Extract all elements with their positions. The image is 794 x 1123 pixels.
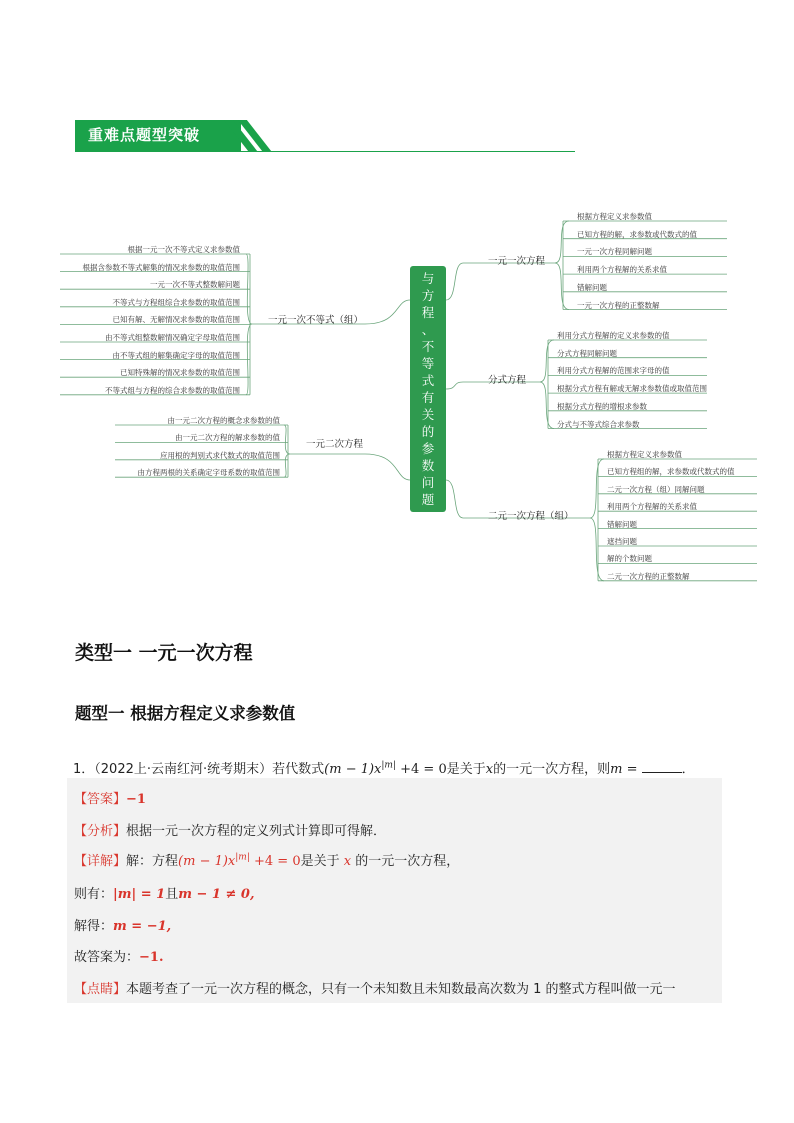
branch-2-item: 二元一次方程（组）同解问题 <box>607 484 705 494</box>
comment-tag: 【点睛】 <box>74 982 127 997</box>
problem-exponent: |m| <box>381 760 396 771</box>
branch-2-item: 遮挡问题 <box>607 537 637 546</box>
branch-2-item: 二元一次方程的正整数解 <box>607 571 690 581</box>
center-char: 不 <box>421 339 435 354</box>
condition-math-1: |m| = 1 <box>113 887 166 902</box>
detail-tag: 【详解】 <box>74 854 127 869</box>
branch-1-item: 根据分式方程有解或无解求参数值或取值范围 <box>557 384 707 394</box>
detail-text-a: 解：方程 <box>126 854 179 869</box>
problem-equals: +4 = 0 <box>396 762 447 777</box>
problem-expression: (m − 1)x <box>324 762 382 777</box>
branch-0-item: 已知方程的解，求参数或代数式的值 <box>577 229 697 239</box>
condition-line <box>74 883 255 902</box>
problem-text-d: 的一元一次方程，则 <box>493 762 611 777</box>
left-branch-0-item: 根据一元一次不等式定义求参数值 <box>127 245 240 254</box>
detail-text-c: 是关于 <box>300 854 344 869</box>
answer-blank[interactable] <box>642 760 682 773</box>
branch-0-item: 根据方程定义求参数值 <box>577 212 652 221</box>
branch-2-item: 根据方程定义求参数值 <box>607 450 682 459</box>
left-branch-0-label: 一元一次不等式（组） <box>268 315 364 326</box>
branch-1-item: 利用分式方程解的定义求参数的值 <box>557 331 670 340</box>
center-char: 式 <box>421 373 435 388</box>
problem-text-a: 若代数式 <box>272 762 325 777</box>
center-char: 等 <box>421 356 435 371</box>
left-branch-0-item: 一元一次不等式整数解问题 <box>150 280 240 290</box>
center-char: 关 <box>421 407 435 422</box>
problem-ask: m = <box>610 762 642 777</box>
center-char: 有 <box>421 390 435 405</box>
left-branch-1-label: 一元二次方程 <box>306 439 364 450</box>
branch-2-item: 利用两个方程解的关系求值 <box>607 502 697 512</box>
left-branch-0-item: 由不等式组整数解情况确定字母取值范围 <box>105 333 240 342</box>
type-heading: 类型一 一元一次方程 <box>75 642 253 664</box>
conclusion-text: 故答案为： <box>74 950 140 965</box>
left-branch-1-item: 由方程两根的关系确定字母系数的取值范围 <box>137 468 280 478</box>
problem-text-c: 是关于 <box>446 762 486 777</box>
branch-1-item: 分式方程同解问题 <box>557 348 617 358</box>
center-char: 问 <box>421 475 435 490</box>
analysis-text: 根据一元一次方程的定义列式计算即可得解． <box>126 824 387 839</box>
center-char: 数 <box>421 458 435 473</box>
answer-value: −1 <box>126 792 146 807</box>
detail-exponent: |m| <box>235 852 250 863</box>
left-branch-0-item: 不等式与方程组综合求参数的取值范围 <box>112 297 240 307</box>
detail-line <box>74 850 459 869</box>
comment-line <box>74 978 676 997</box>
branch-0-item: 一元一次方程的正整数解 <box>577 300 660 310</box>
mindmap-center-node <box>410 266 446 512</box>
analysis-line <box>74 820 386 839</box>
branch-2-item: 错解问题 <box>607 519 637 529</box>
left-branch-1-item: 由一元二次方程的概念求参数的值 <box>167 416 280 425</box>
answer-tag: 【答案】 <box>74 792 127 807</box>
left-branch-0-item: 由不等式组的解集确定字母的取值范围 <box>112 350 240 360</box>
solve-math: m = −1, <box>113 919 172 934</box>
detail-equals: +4 = 0 <box>249 854 301 869</box>
conclusion-math: −1. <box>139 950 164 965</box>
branch-0-item: 利用两个方程解的关系求值 <box>577 265 667 275</box>
center-char: 方 <box>421 288 435 303</box>
branch-1-item: 分式与不等式综合求参数 <box>557 419 640 429</box>
branch-0-item: 错解问题 <box>577 282 607 292</box>
problem-number: 1． <box>73 762 95 777</box>
answer-line <box>74 788 146 807</box>
center-char: 参 <box>421 441 435 456</box>
branch-2-item: 解的个数问题 <box>607 554 652 564</box>
problem-source: （2022上·云南红河·统考期末） <box>94 762 273 777</box>
detail-expression: (m − 1)x <box>178 854 236 869</box>
branch-0-label: 一元一次方程 <box>488 256 546 267</box>
solve-text: 解得： <box>74 919 114 934</box>
branch-2-label: 二元一次方程（组） <box>488 511 574 522</box>
condition-text-a: 则有： <box>74 887 114 902</box>
problem-variable: x <box>485 762 494 777</box>
subtype-heading: 题型一 根据方程定义求参数值 <box>75 704 296 723</box>
left-branch-0-item: 已知特殊解的情况求参数的取值范围 <box>120 368 240 378</box>
left-branch-1-item: 应用根的判别式求代数式的取值范围 <box>160 450 280 460</box>
left-branch-0-item: 已知有解、无解情况求参数的取值范围 <box>112 315 240 325</box>
branch-2-item: 已知方程组的解，求参数或代数式的值 <box>607 467 735 477</box>
condition-text-b: 且 <box>165 887 179 902</box>
detail-text-d: 的一元一次方程， <box>351 854 460 869</box>
detail-variable: x <box>343 854 352 869</box>
problem-end: ． <box>681 762 695 777</box>
center-char: 题 <box>421 492 435 507</box>
branch-1-item: 根据分式方程的增根求参数 <box>557 401 647 411</box>
section-banner-title: 重难点题型突破 <box>75 120 241 151</box>
left-branch-0-item: 根据含参数不等式解集的情况求参数的取值范围 <box>82 262 240 272</box>
condition-math-2: m − 1 ≠ 0, <box>178 887 255 902</box>
center-char: 与 <box>421 271 435 286</box>
branch-1-item: 利用分式方程解的范围求字母的值 <box>557 366 670 376</box>
branch-1-label: 分式方程 <box>488 375 527 386</box>
left-branch-0-item: 不等式组与方程的综合求参数的取值范围 <box>105 385 240 395</box>
branch-0-item: 一元一次方程同解问题 <box>577 247 652 257</box>
comment-text: 本题考查了一元一次方程的概念，只有一个未知数且未知数最高次数为 1 的整式方程叫做一元一 <box>126 982 676 997</box>
problem-statement <box>73 758 695 777</box>
conclusion-line <box>74 946 163 965</box>
left-branch-1-item: 由一元二次方程的解求参数的值 <box>175 433 280 443</box>
solve-line <box>74 915 171 934</box>
analysis-tag: 【分析】 <box>74 824 127 839</box>
center-char: 、 <box>421 322 435 337</box>
center-char: 程 <box>421 305 435 320</box>
center-char: 的 <box>421 424 435 439</box>
